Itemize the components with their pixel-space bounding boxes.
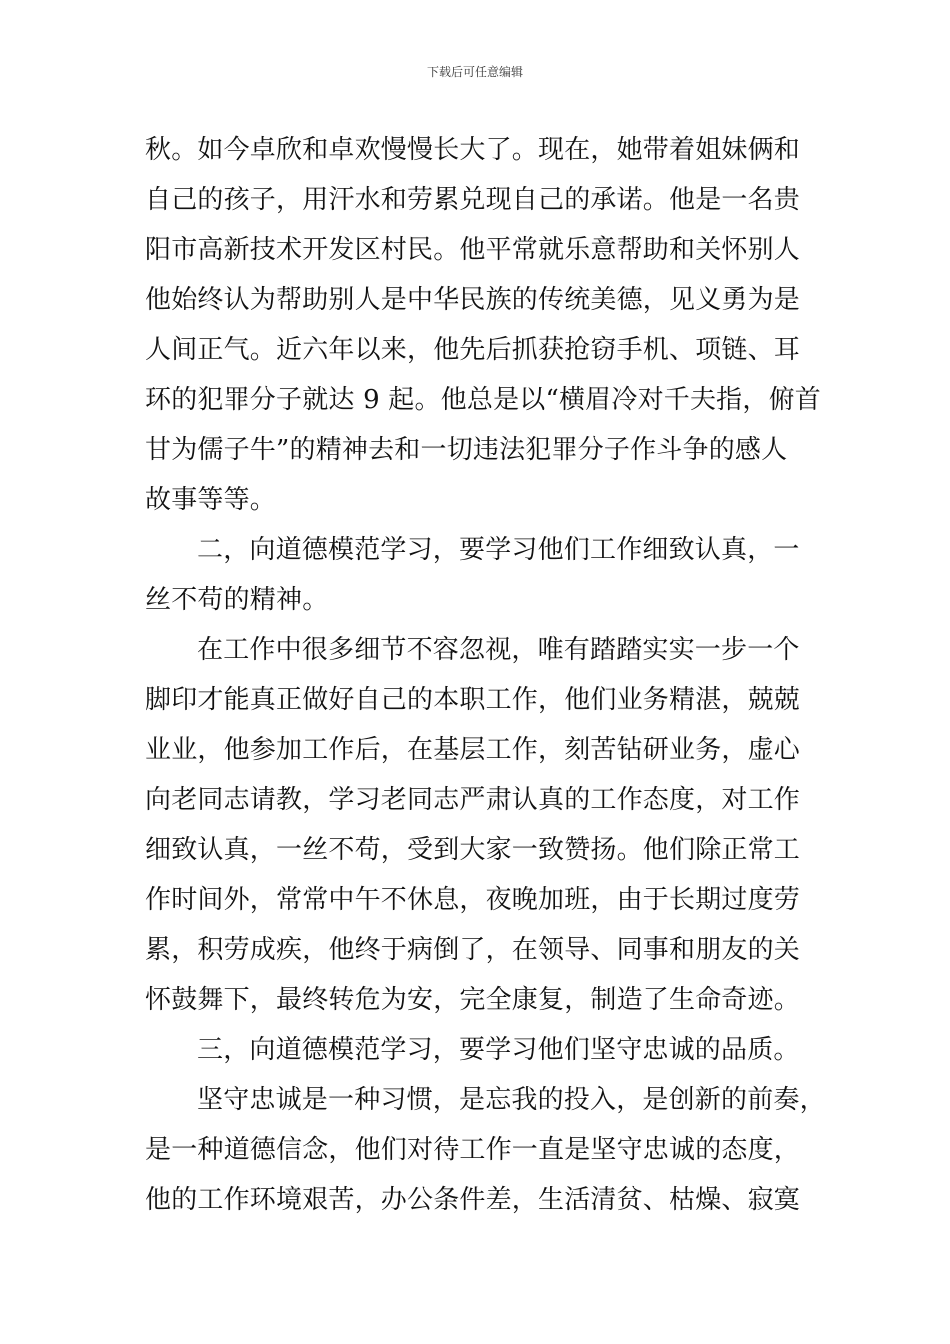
text-line: 怀鼓舞下，最终转危为安，完全康复，制造了生命奇迹。 bbox=[145, 985, 801, 1015]
text-line: 故事等等。 bbox=[145, 485, 277, 515]
text-line: 业业，他参加工作后，在基层工作，刻苦钻研业务，虚心 bbox=[145, 735, 801, 765]
text-line: 环的犯罪分子就达 9 起。他总是以“横眉冷对千夫指，俯首 bbox=[145, 385, 821, 415]
text-line: 人间正气。近六年以来，他先后抓获抢窃手机、项链、耳 bbox=[145, 335, 801, 365]
section-heading: 三，向道德模范学习，要学习他们坚守忠诚的品质。 bbox=[197, 1035, 800, 1065]
paragraph-start: 在工作中很多细节不容忽视，唯有踏踏实实一步一个 bbox=[197, 635, 800, 665]
text-line: 细致认真，一丝不苟，受到大家一致赞扬。他们除正常工 bbox=[145, 835, 801, 865]
text-line: 作时间外，常常中午不休息，夜晚加班，由于长期过度劳 bbox=[145, 885, 801, 915]
text-line: 阳市高新技术开发区村民。他平常就乐意帮助和关怀别人 bbox=[145, 235, 801, 265]
text-line: 他的工作环境艰苦，办公条件差，生活清贫、枯燥、寂寞 bbox=[145, 1185, 801, 1215]
page-header: 下载后可任意编辑 bbox=[426, 65, 523, 79]
text-line: 自己的孩子，用汗水和劳累兑现自己的承诺。他是一名贵 bbox=[145, 185, 801, 215]
section-heading: 二，向道德模范学习，要学习他们工作细致认真，一 bbox=[197, 535, 800, 565]
text-line: 他始终认为帮助别人是中华民族的传统美德，见义勇为是 bbox=[145, 285, 801, 315]
text-line: 秋。如今卓欣和卓欢慢慢长大了。现在，她带着姐妹俩和 bbox=[145, 135, 801, 165]
document-body bbox=[145, 125, 826, 1225]
text-line: 向老同志请教，学习老同志严肃认真的工作态度，对工作 bbox=[145, 785, 801, 815]
section-heading-continued: 丝不苟的精神。 bbox=[145, 585, 329, 615]
text-line: 甘为儒子牛”的精神去和一切违法犯罪分子作斗争的感人 bbox=[145, 435, 788, 465]
text-line: 是一种道德信念，他们对待工作一直是坚守忠诚的态度， bbox=[145, 1135, 801, 1165]
text-line: 累，积劳成疾，他终于病倒了，在领导、同事和朋友的关 bbox=[145, 935, 801, 965]
text-line: 脚印才能真正做好自己的本职工作，他们业务精湛，兢兢 bbox=[145, 685, 801, 715]
paragraph-start: 坚守忠诚是一种习惯，是忘我的投入，是创新的前奏， bbox=[197, 1085, 826, 1115]
